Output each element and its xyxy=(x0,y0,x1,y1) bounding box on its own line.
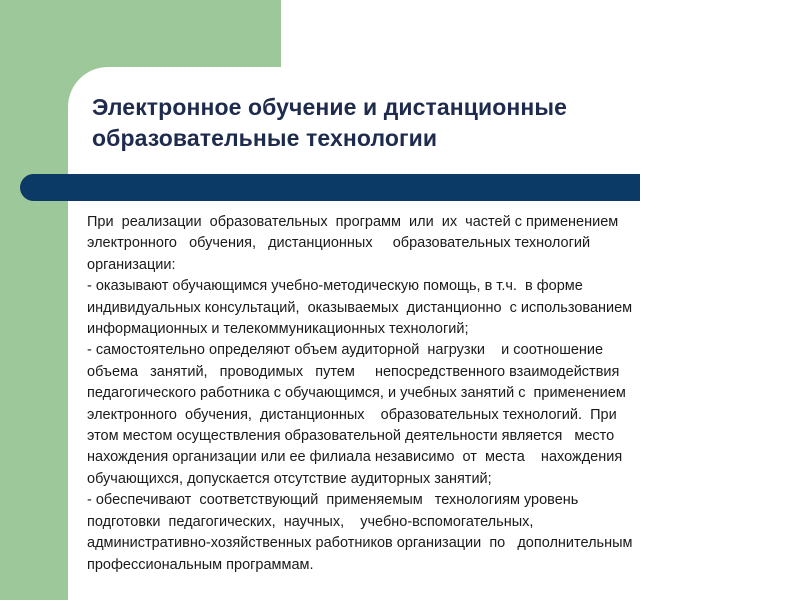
body-line: информационных и телекоммуникационных технологий; xyxy=(87,321,469,338)
body-line: организации: xyxy=(87,256,176,273)
title-divider-bar xyxy=(20,174,640,201)
slide-title-line-1: Электронное обучение и дистанционные xyxy=(92,94,568,120)
body-line: административно-хозяйственных работников организации по дополнительным xyxy=(87,535,633,552)
body-line: электронного обучения, дистанционных образовательных технологий xyxy=(87,235,591,252)
slide-body-text xyxy=(87,212,762,576)
body-line: объема занятий, проводимых путем непосредственного взаимодействия xyxy=(87,363,620,380)
body-line: обучающихся, допускается отсутствие аудиторных занятий; xyxy=(87,470,492,487)
slide-title xyxy=(92,92,732,154)
body-line: профессиональным программам. xyxy=(87,556,314,573)
body-line: При реализации образовательных программ или их частей с применением xyxy=(87,214,619,230)
body-line: - самостоятельно определяют объем аудиторной нагрузки и соотношение xyxy=(87,342,604,359)
body-line: нахождения организации или ее филиала независимо от места нахождения xyxy=(87,449,623,466)
body-line: - обеспечивают соответствующий применяемым технологиям уровень xyxy=(87,492,579,509)
body-line: этом местом осуществления образовательной деятельности является место xyxy=(87,428,615,445)
green-decor-left xyxy=(0,0,68,600)
body-line: электронного обучения, дистанционных образовательных технологий. При xyxy=(87,406,617,423)
body-line: педагогического работника с обучающимся, и учебных занятий с применением xyxy=(87,385,626,402)
body-line: индивидуальных консультаций, оказываемых дистанционно с использованием xyxy=(87,299,633,316)
body-line: - оказывают обучающимся учебно-методическую помощь, в т.ч. в форме xyxy=(87,278,583,295)
body-line: подготовки педагогических, научных, учебно-вспомогательных, xyxy=(87,513,534,530)
slide-title-line-2: образовательные технологии xyxy=(92,125,438,151)
